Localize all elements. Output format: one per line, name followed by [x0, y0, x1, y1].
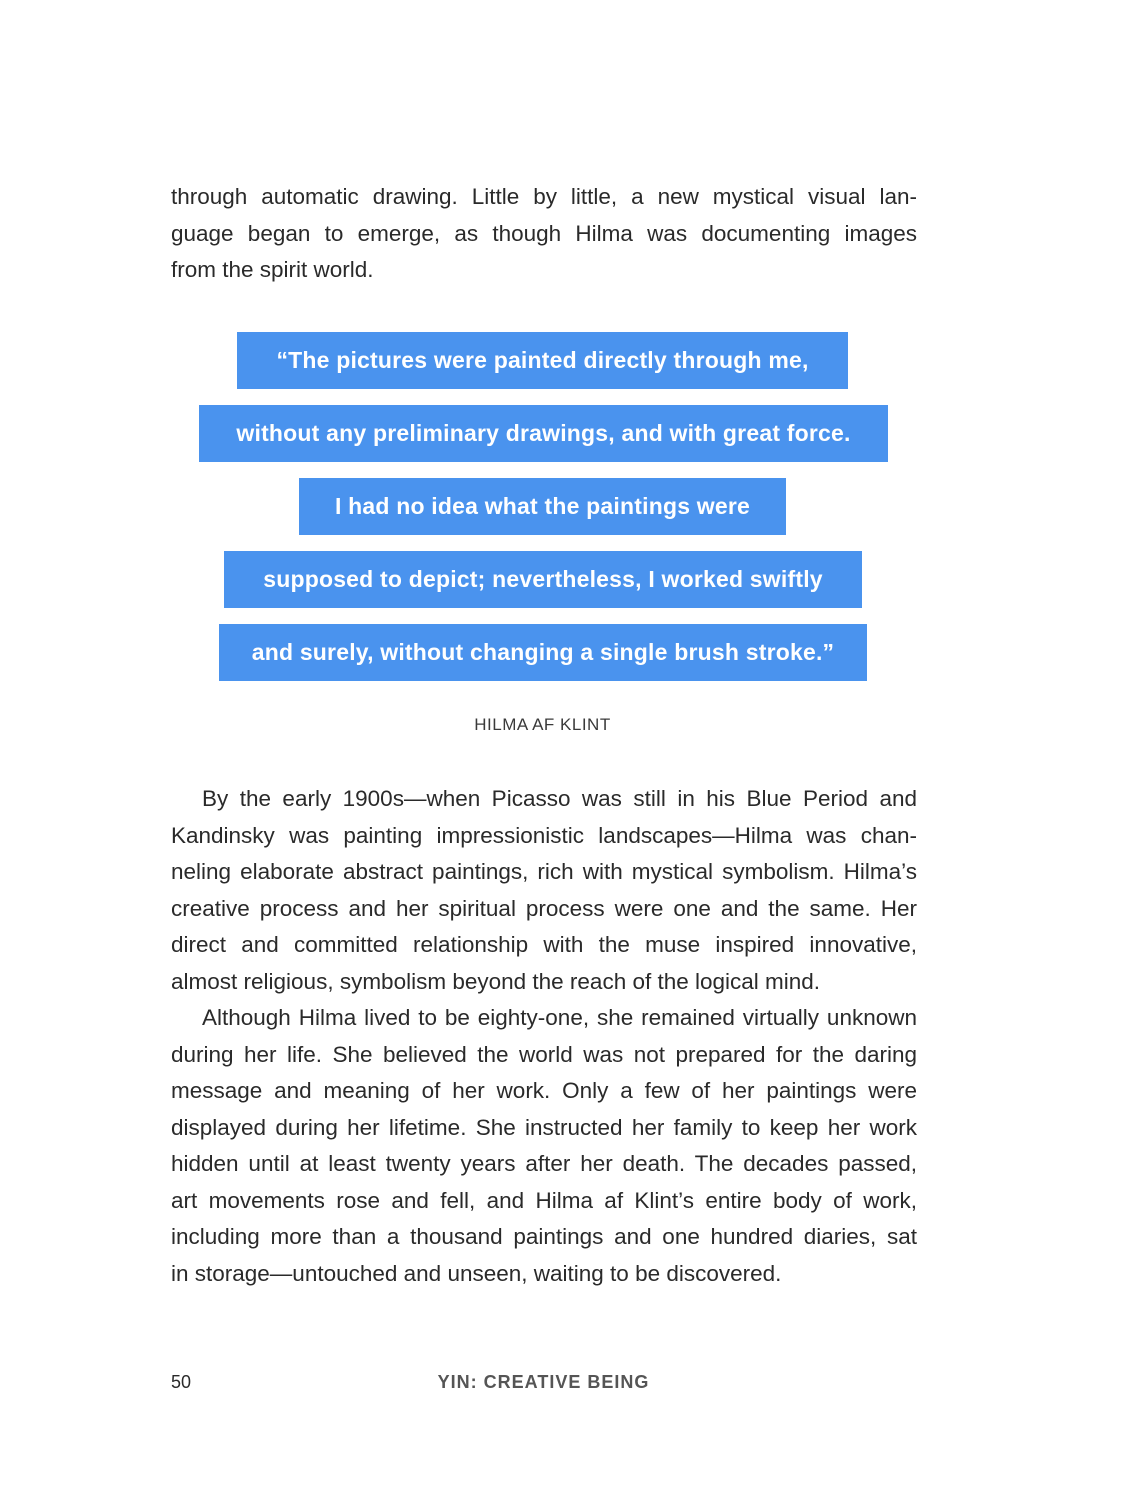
- paragraph-line: Although Hilma lived to be eighty-one, she remained virtually unknown: [202, 1005, 917, 1030]
- paragraph-line: Kandinsky was painting impressionistic landscapes—Hilma was chan-: [171, 823, 917, 848]
- paragraph-line: neling elaborate abstract paintings, rich with mystical symbolism. Hilma’s: [171, 859, 917, 884]
- quote-line: and surely, without changing a single brush stroke.”: [219, 624, 867, 681]
- intro-line: from the spirit world.: [171, 257, 374, 282]
- quote-line: “The pictures were painted directly through me,: [237, 332, 848, 389]
- paragraph-line: in storage—untouched and unseen, waiting to be discovered.: [171, 1261, 782, 1286]
- paragraph-line: displayed during her lifetime. She instructed her family to keep her work: [171, 1115, 917, 1140]
- paragraph-line: including more than a thousand paintings and one hundred diaries, sat: [171, 1224, 917, 1249]
- quote-attribution: HILMA AF KLINT: [474, 715, 611, 734]
- intro-line: guage began to emerge, as though Hilma was documenting images: [171, 221, 917, 246]
- paragraph-line: art movements rose and fell, and Hilma af Klint’s entire body of work,: [171, 1188, 917, 1213]
- paragraph-line: By the early 1900s—when Picasso was still in his Blue Period and: [202, 786, 917, 811]
- paragraph-line: almost religious, symbolism beyond the reach of the logical mind.: [171, 969, 821, 994]
- quote-line: I had no idea what the paintings were: [299, 478, 786, 535]
- paragraph-line: direct and committed relationship with the muse inspired innovative,: [171, 932, 917, 957]
- intro-line: through automatic drawing. Little by little, a new mystical visual lan-: [171, 184, 917, 209]
- page-number: 50: [171, 1372, 192, 1392]
- paragraph-line: hidden until at least twenty years after her death. The decades passed,: [171, 1151, 917, 1176]
- quote-line: without any preliminary drawings, and with great force.: [199, 405, 888, 462]
- running-head: YIN: CREATIVE BEING: [437, 1372, 650, 1392]
- paragraph-line: message and meaning of her work. Only a few of her paintings were: [171, 1078, 917, 1103]
- paragraph-line: creative process and her spiritual process were one and the same. Her: [171, 896, 917, 921]
- quote-line: supposed to depict; nevertheless, I worked swiftly: [224, 551, 862, 608]
- paragraph-line: during her life. She believed the world was not prepared for the daring: [171, 1042, 917, 1067]
